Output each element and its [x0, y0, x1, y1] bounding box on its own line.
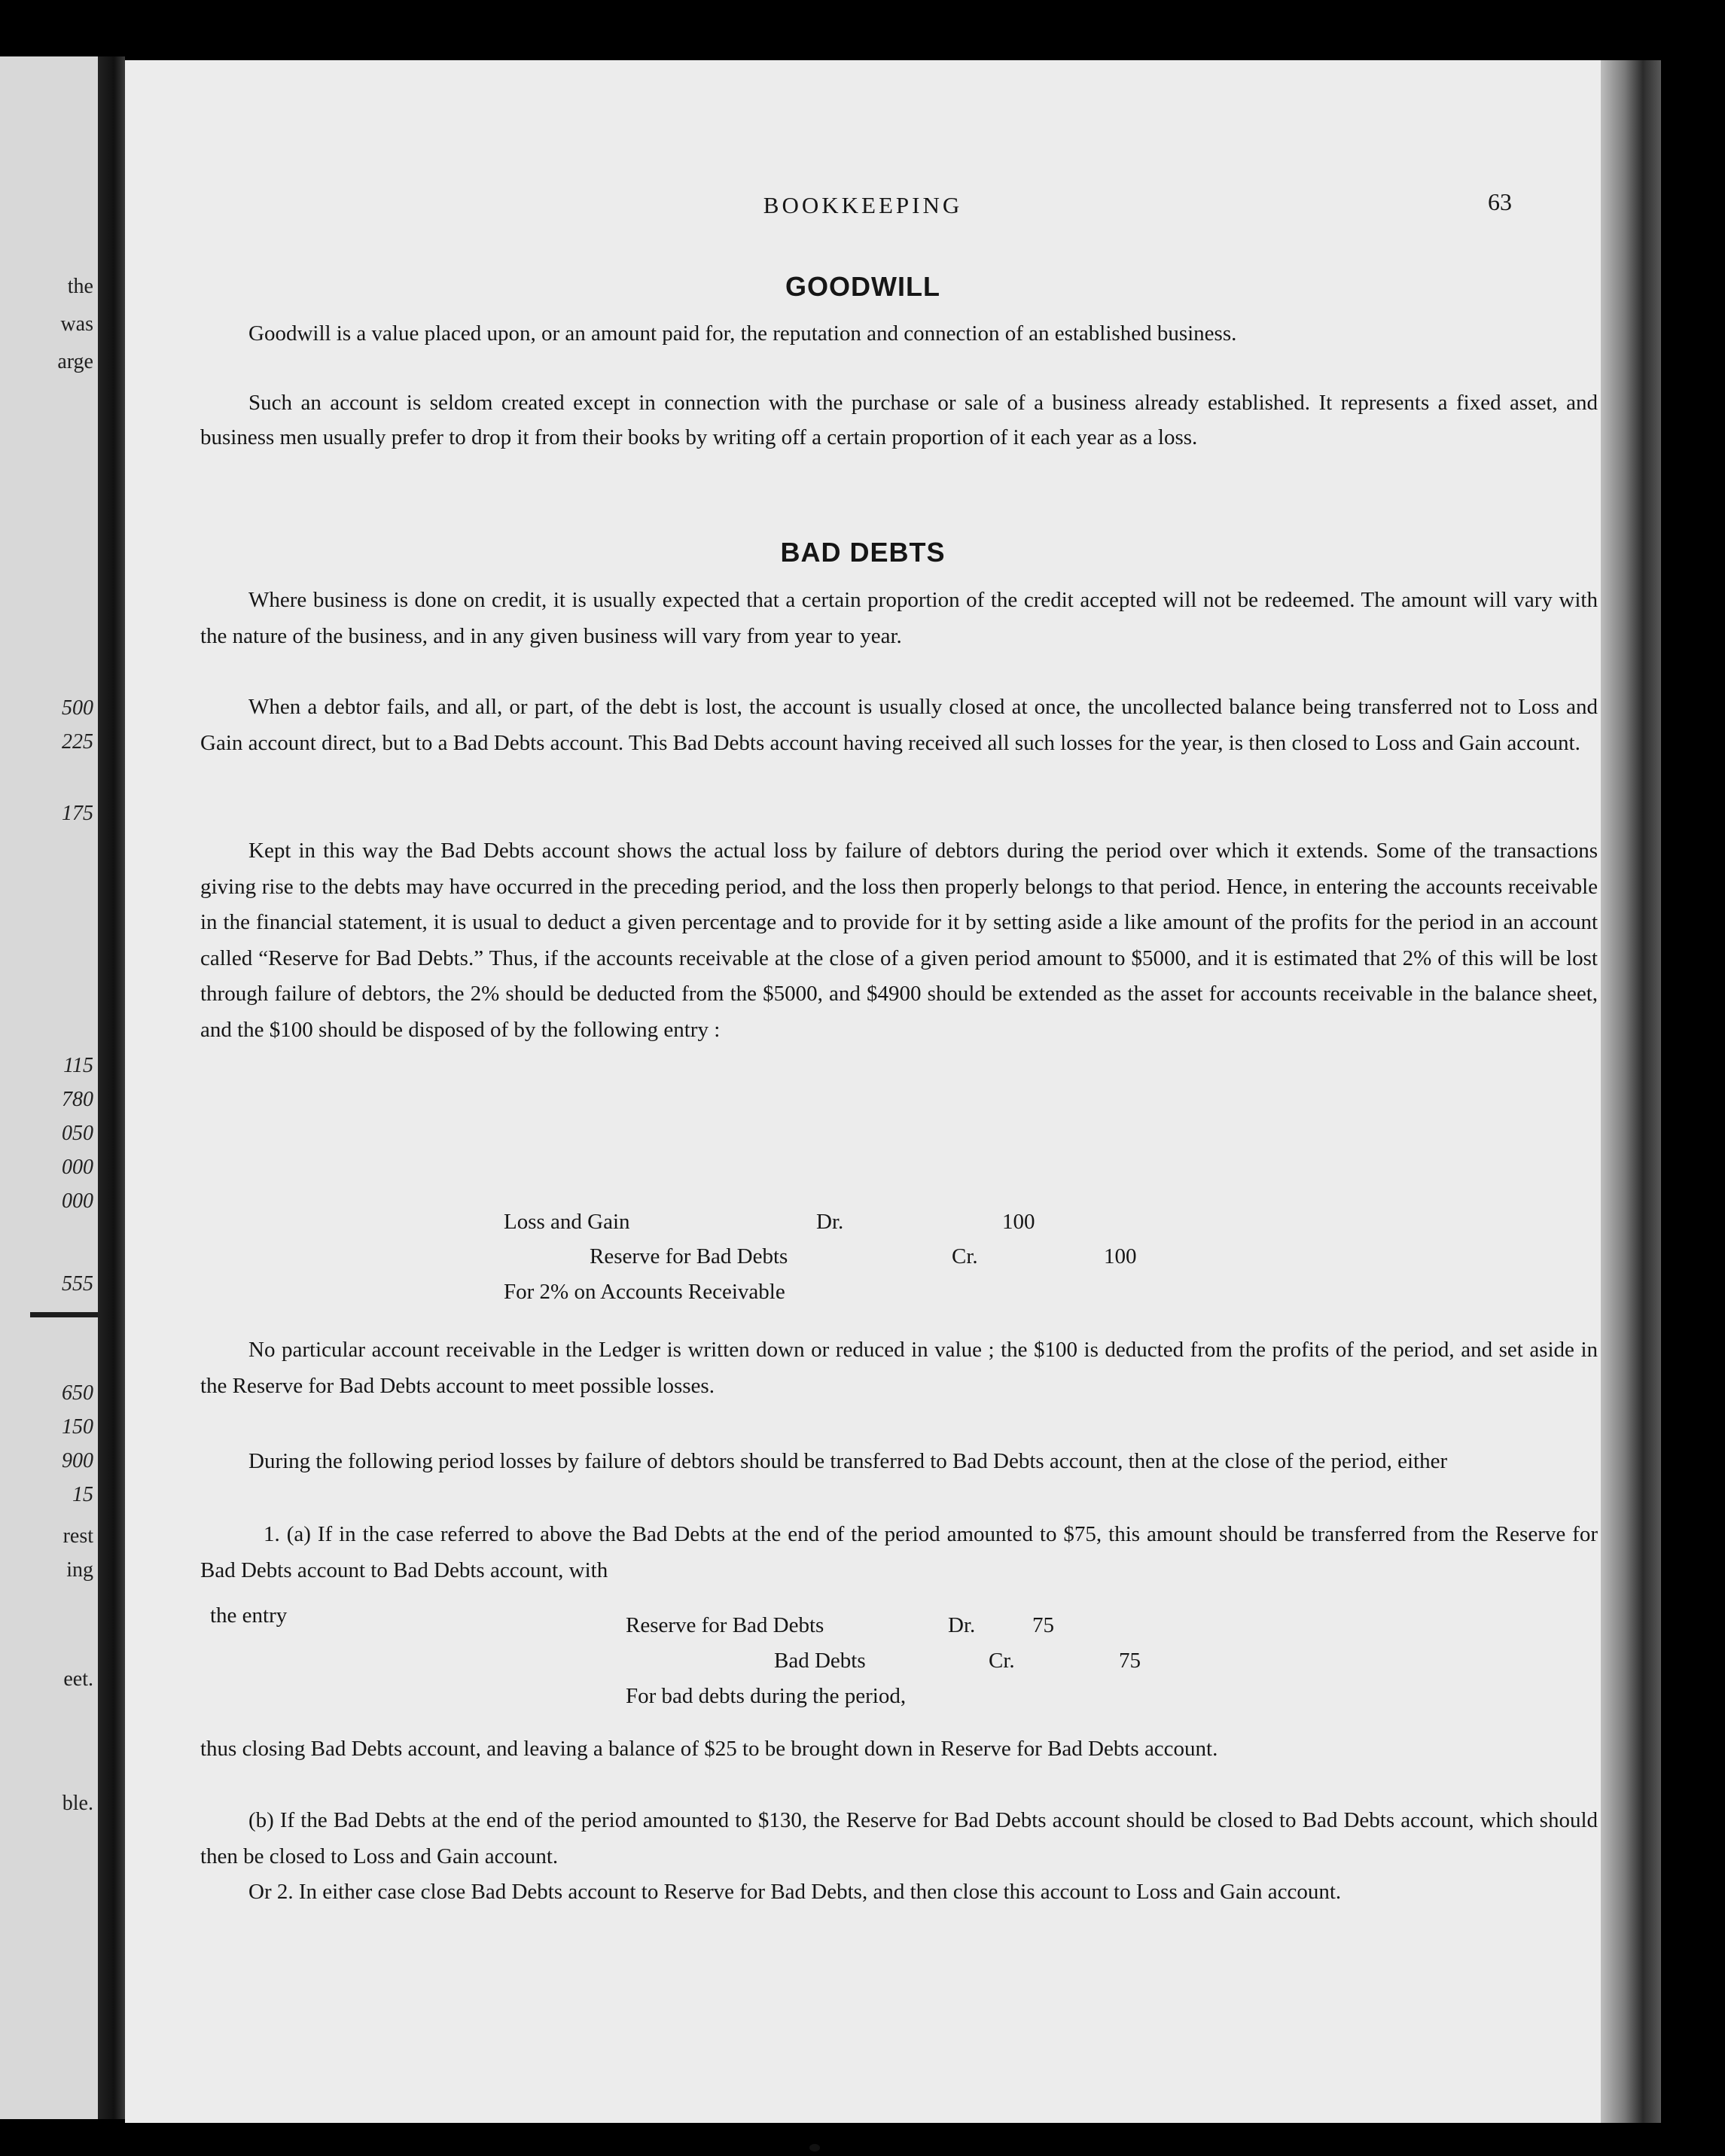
entry-lead-in: the entry	[210, 1603, 288, 1628]
bad-debts-paragraph: Where business is done on credit, it is usually expected that a certain proportion of the credit accepted will not be redeemed. The amount will vary with the nature of the business, and in any given business will vary from year to year.	[200, 588, 1598, 648]
page-number: 63	[1488, 188, 1512, 215]
book-page	[125, 60, 1601, 2123]
left-fragment: 500	[62, 696, 93, 720]
bad-debts-paragraph: When a debtor fails, and all, or part, of the debt is lost, the account is usually closed at once, the uncollected balance being transferred not to Loss and Gain account direct, but to a Bad Debts account. This Bad Debts account having received all such losses for the year, is then closed to Loss and Gain account.	[200, 695, 1598, 755]
page-edge	[1601, 60, 1661, 2123]
entry-side: Cr.	[989, 1649, 1015, 1673]
entry-amount: 100	[1104, 1244, 1137, 1268]
entry-account: Loss and Gain	[504, 1210, 630, 1234]
left-fragment: 555	[62, 1272, 93, 1296]
book-gutter	[98, 56, 125, 2119]
left-fragment: arge	[57, 350, 93, 373]
left-fragment: 225	[62, 730, 93, 754]
left-rule	[30, 1312, 98, 1317]
left-fragment: 050	[62, 1122, 93, 1145]
left-fragment: 175	[62, 802, 93, 825]
left-page-fragment	[0, 56, 98, 2119]
left-fragment: the	[67, 275, 93, 298]
left-fragment: eet.	[63, 1667, 93, 1691]
goodwill-heading: GOODWILL	[785, 271, 940, 302]
left-fragment: 780	[62, 1088, 93, 1111]
entry-account: Bad Debts	[774, 1649, 866, 1673]
entry-amount: 100	[1002, 1210, 1035, 1234]
running-head: BOOKKEEPING	[763, 192, 963, 218]
left-fragment: 000	[62, 1156, 93, 1179]
entry-narration: For bad debts during the period,	[626, 1684, 907, 1708]
goodwill-paragraph: Goodwill is a value placed upon, or an amount paid for, the reputation and connection of an established business.	[248, 321, 1237, 346]
left-fragment: rest	[62, 1524, 93, 1548]
bad-debts-paragraph: No particular account receivable in the Ledger is written down or reduced in value ; the $100 is deducted from the profits of the period, and set aside in the Reserve for Bad Debts account to meet possible losses.	[200, 1338, 1598, 1398]
entry-narration: For 2% on Accounts Receivable	[504, 1280, 785, 1304]
bad-debts-paragraph: Or 2. In either case close Bad Debts account to Reserve for Bad Debts, and then close this account to Loss and Gain account.	[248, 1880, 1342, 1904]
left-fragment: 000	[62, 1189, 93, 1213]
entry-amount: 75	[1032, 1613, 1054, 1637]
entry-account: Reserve for Bad Debts	[626, 1613, 824, 1637]
scan-speck	[809, 2144, 820, 2151]
entry-side: Dr.	[816, 1210, 844, 1234]
entry-account: Reserve for Bad Debts	[590, 1244, 788, 1268]
left-fragment: 15	[72, 1483, 93, 1506]
bad-debts-paragraph: During the following period losses by failure of debtors should be transferred to Bad Debts account, then at the close of the period, either	[248, 1449, 1448, 1473]
left-fragment: 650	[62, 1381, 93, 1405]
left-fragment: ing	[66, 1558, 93, 1582]
left-fragment: 115	[63, 1054, 93, 1077]
left-fragment: 150	[62, 1415, 93, 1439]
entry-side: Dr.	[948, 1613, 976, 1637]
left-fragment: was	[60, 312, 93, 336]
bad-debts-paragraph: thus closing Bad Debts account, and leaving a balance of $25 to be brought down in Reserve for Bad Debts account.	[200, 1737, 1218, 1761]
left-fragment: ble.	[62, 1792, 93, 1815]
bad-debts-paragraph: 1. (a) If in the case referred to above the Bad Debts at the end of the period amounted to $75, this amount should be transferred from the Reserve for Bad Debts account to Bad Debts account, with	[200, 1522, 1598, 1582]
left-fragment: 900	[62, 1449, 93, 1472]
entry-amount: 75	[1119, 1649, 1141, 1673]
goodwill-paragraph: Such an account is seldom created except in connection with the purchase or sale of a business already established. It represents a fixed asset, and business men usually prefer to drop it from their books by writing off a certain proportion of it each year as a loss.	[200, 391, 1598, 449]
bad-debts-paragraph: (b) If the Bad Debts at the end of the period amounted to $130, the Reserve for Bad Debts account should be closed to Bad Debts account, which should then be closed to Loss and Gain account.	[200, 1808, 1598, 1868]
entry-side: Cr.	[952, 1244, 978, 1268]
bad-debts-heading: BAD DEBTS	[780, 537, 946, 568]
bad-debts-paragraph: Kept in this way the Bad Debts account shows the actual loss by failure of debtors during the period over which it extends. Some of the transactions giving rise to the debts may have occurred in the preceding period, and the loss then properly belongs to that period. Hence, in entering the accounts receivable in the financial statement, it is usual to deduct a given percentage and to provide for it by setting aside a like amount of the profits for the period in an account called “Reserve for Bad Debts.” Thus, if the accounts receivable at the close of a given period amount to $5000, and it is estimated that 2% of this will be lost through failure of debtors, the 2% should be deducted from the $5000, and $4900 should be extended as the asset for accounts receivable in the balance sheet, and the $100 should be disposed of by the following entry :	[200, 839, 1598, 1042]
